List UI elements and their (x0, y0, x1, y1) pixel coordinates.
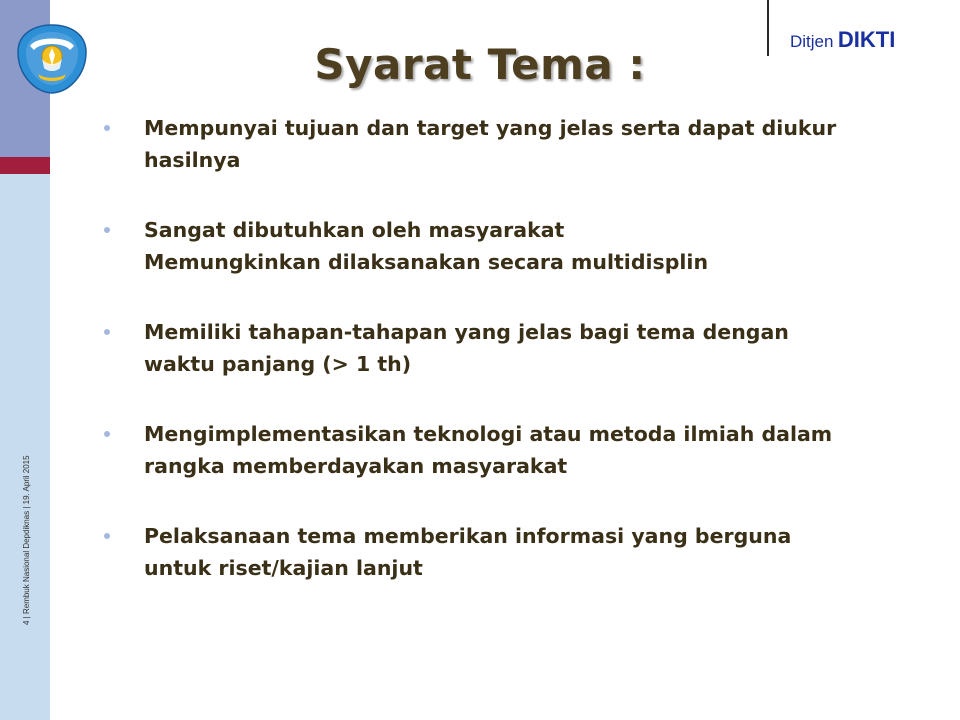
bullet-line: Memiliki tahapan-tahapan yang jelas bagi tema dengan (144, 320, 789, 344)
bullet-list (104, 112, 924, 622)
slide-title: Syarat Tema : (314, 40, 646, 89)
brand-name: DIKTI (837, 27, 896, 52)
slide-footer: 4 | Rembuk Nasional Depdiknas | 19. April 2015 (22, 455, 31, 625)
bullet-line: Pelaksanaan tema memberikan informasi yang berguna (144, 524, 792, 548)
bullet-line: rangka memberdayakan masyarakat (144, 454, 568, 478)
list-item (104, 112, 924, 176)
bullet-line: hasilnya (144, 148, 241, 172)
bullet-line: Mengimplementasikan teknologi atau metoda ilmiah dalam (144, 422, 833, 446)
bullet-dot-icon (104, 125, 110, 131)
bullet-line: Sangat dibutuhkan oleh masyarakat (144, 218, 565, 242)
bullet-dot-icon (104, 431, 110, 437)
list-item (104, 520, 924, 584)
bullet-line: Memungkinkan dilaksanakan secara multidisplin (144, 250, 709, 274)
bullet-dot-icon (104, 227, 110, 233)
list-item (104, 316, 924, 380)
brand-prefix: Ditjen (790, 32, 834, 51)
bullet-dot-icon (104, 329, 110, 335)
sidebar-accent-band (0, 157, 50, 174)
bullet-line: waktu panjang (> 1 th) (144, 352, 412, 376)
bullet-dot-icon (104, 533, 110, 539)
list-item (104, 214, 924, 278)
sidebar-bottom-band (0, 174, 50, 720)
bullet-line: Mempunyai tujuan dan target yang jelas serta dapat diukur (144, 116, 837, 140)
bullet-line: untuk riset/kajian lanjut (144, 556, 423, 580)
list-item (104, 418, 924, 482)
